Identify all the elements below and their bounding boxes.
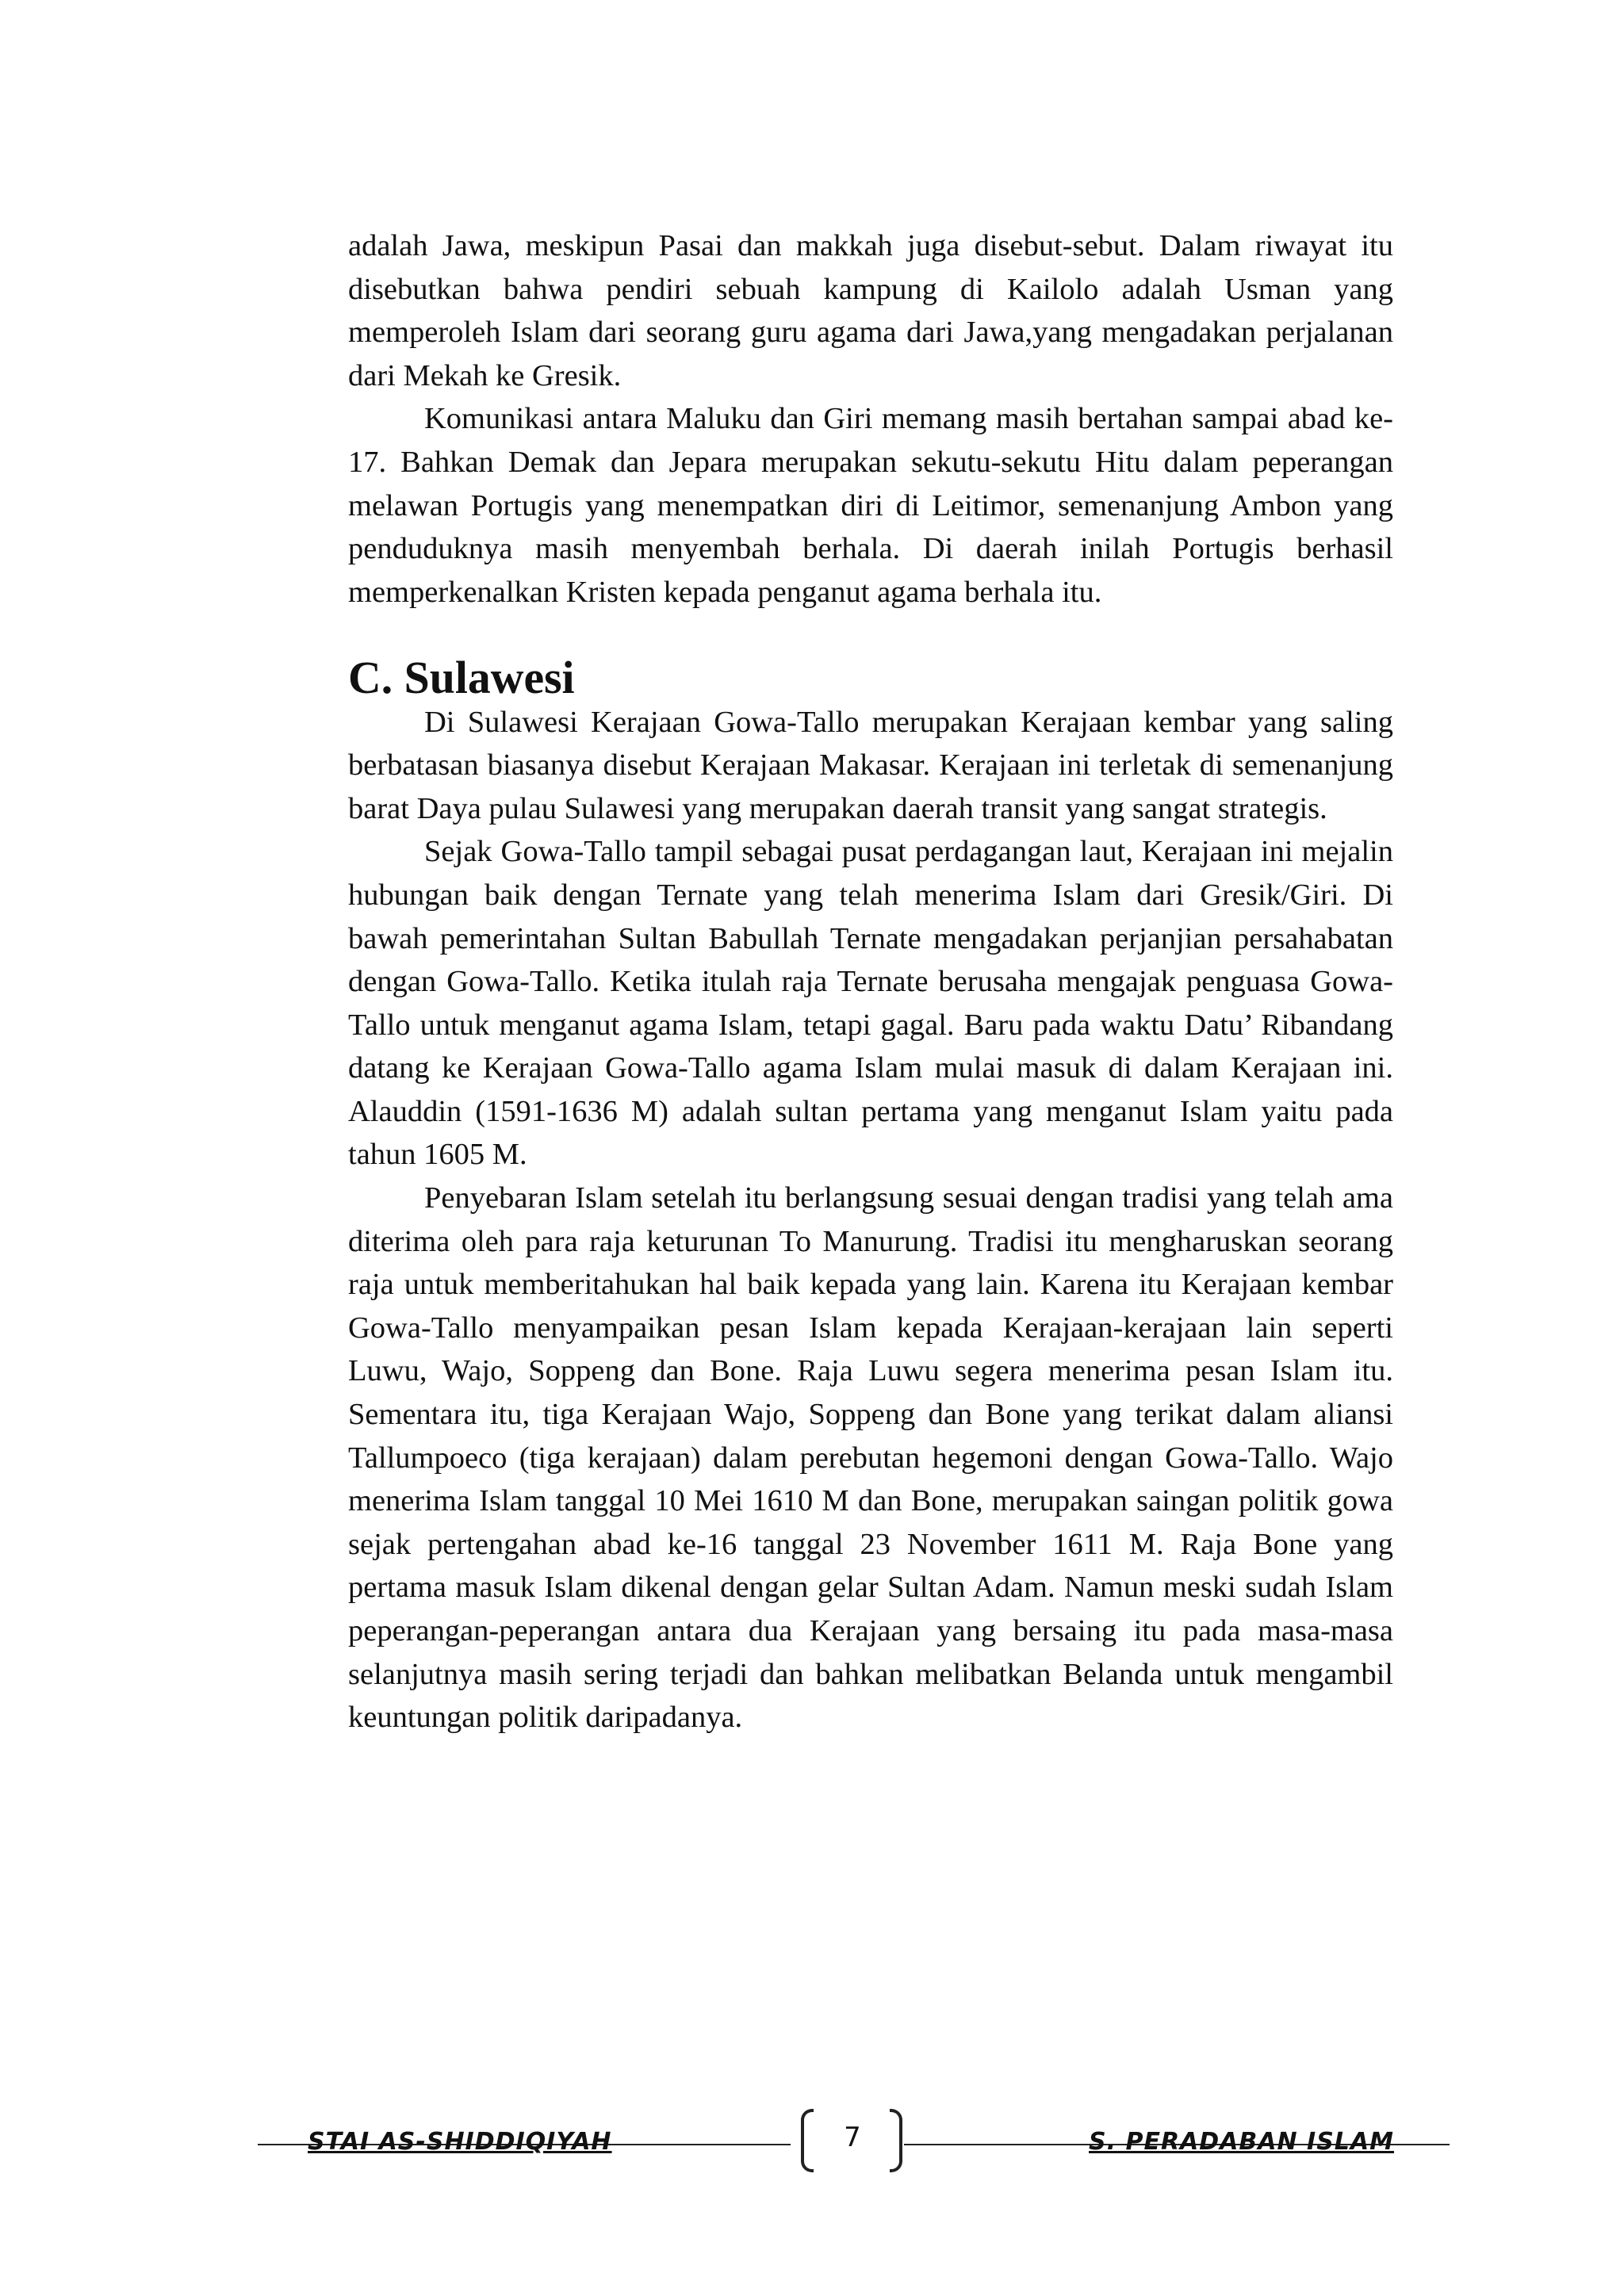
footer-institution: STAI AS-SHIDDIQIYAH (308, 2128, 612, 2156)
footer-book-title: S. PERADABAN ISLAM (1089, 2128, 1394, 2156)
paragraph-ternate-relations: Sejak Gowa-Tallo tampil sebagai pusat perdagangan laut, Kerajaan ini mejalin hubungan baik dengan Ternate yang telah menerima Islam dari Gresik/Giri. Di bawah pemerintahan Sultan Babullah Ternate mengadakan perjanjian persahabatan dengan Gowa-Tallo. Ketika itulah raja Ternate berusaha mengajak penguasa Gowa-Tallo untuk menganut agama Islam, tetapi gagal. Baru pada waktu Datu’ Ribandang datang ke Kerajaan Gowa-Tallo agama Islam mulai masuk di dalam Kerajaan ini. Alauddin (1591-1636 M) adalah sultan pertama yang menganut Islam yaitu pada tahun 1605 M. (348, 835, 1393, 1172)
paragraph-continuation: adalah Jawa, meskipun Pasai dan makkah juga disebut-sebut. Dalam riwayat itu disebutkan bahwa pendiri sebuah kampung di Kailolo adalah Usman yang memperoleh Islam dari seorang guru agama dari Jawa,yang mengadakan perjalanan dari Mekah ke Gresik. (348, 229, 1393, 392)
section-heading-sulawesi: C. Sulawesi (348, 652, 575, 703)
page-number-bracket-right (890, 2109, 902, 2172)
paragraph-gowa-tallo: Di Sulawesi Kerajaan Gowa-Tallo merupakan Kerajaan kembar yang saling berbatasan biasanya disebut Kerajaan Makasar. Kerajaan ini terletak di semenanjung barat Daya pulau Sulawesi yang merupakan daerah transit yang sangat strategis. (348, 705, 1393, 825)
page-footer (0, 2109, 1624, 2188)
paragraph-spread-of-islam: Penyebaran Islam setelah itu berlangsung sesuai dengan tradisi yang telah ama diterima oleh para raja keturunan To Manurung. Tradisi itu mengharuskan seorang raja untuk memberitahukan hal baik kepada yang lain. Karena itu Kerajaan kembar Gowa-Tallo menyampaikan pesan Islam kepada Kerajaan-kerajaan lain seperti Luwu, Wajo, Soppeng dan Bone. Raja Luwu segera menerima pesan Islam itu. Sementara itu, tiga Kerajaan Wajo, Soppeng dan Bone yang terikat dalam aliansi Tallumpoeco (tiga kerajaan) dalam perebutan hegemoni dengan Gowa-Tallo. Wajo menerima Islam tanggal 10 Mei 1610 M dan Bone, merupakan saingan politik gowa sejak pertengahan abad ke-16 tanggal 23 November 1611 M. Raja Bone yang pertama masuk Islam dikenal dengan gelar Sultan Adam. Namun meski sudah Islam peperangan-peperangan antara dua Kerajaan yang bersaing itu pada masa-masa selanjutnya masih sering terjadi dan bahkan melibatkan Belanda untuk mengambil keuntungan politik daripadanya. (348, 1181, 1393, 1735)
page-number: 7 (844, 2122, 861, 2153)
paragraph-maluku-giri: Komunikasi antara Maluku dan Giri memang masih bertahan sampai abad ke-17. Bahkan Demak dan Jepara merupakan sekutu-sekutu Hitu dalam peperangan melawan Portugis yang menempatkan diri di Leitimor, semenanjung Ambon yang penduduknya masih menyembah berhala. Di daerah inilah Portugis berhasil memperkenalkan Kristen kepada penganut agama berhala itu. (348, 402, 1393, 609)
page-number-bracket-left (801, 2109, 814, 2172)
page-body (348, 224, 1393, 1739)
